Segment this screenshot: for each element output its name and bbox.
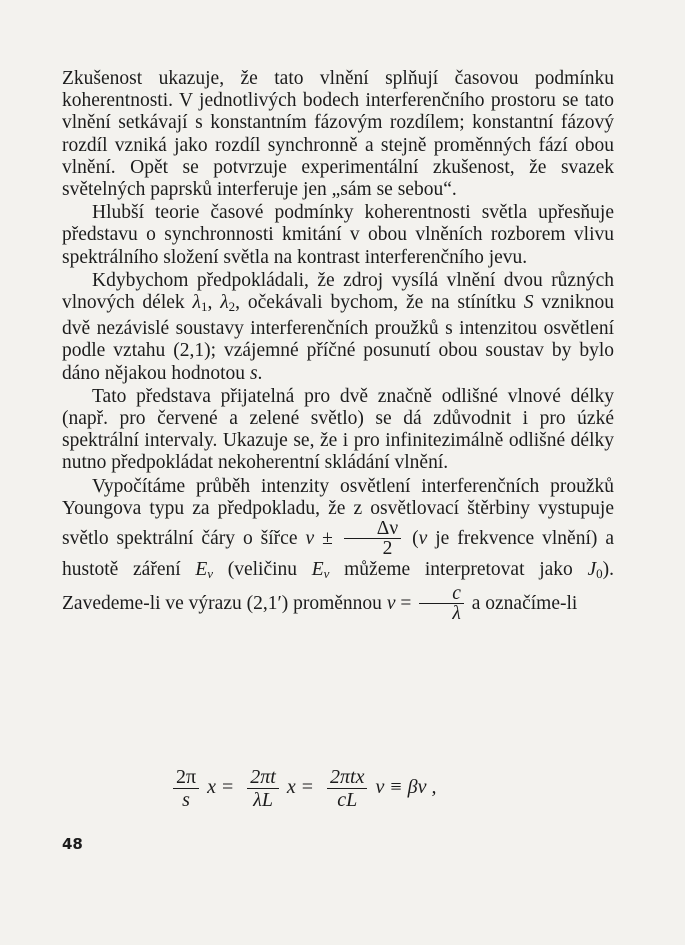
paragraph-5: Vypočítáme průběh intenzity osvětlení interferenčních proužků Youngova typu za předpokladu, že z osvětlovací štěrbiny vystupuje světlo spektrální čáry o šířce ν ± $\frac{\Delta\nu}{2}$ (ν je frekvence vlnění) a hustotě záření $E_\nu$ (veličinu $E_\nu$ můžeme interpretovat jako $J_0$). Zavedeme-li ve výrazu (2,1′) proměnnou ν = $\frac{c}{\lambda}$ a označíme-li	[62, 475, 615, 625]
paragraph-1: Zkušenost ukazuje, že tato vlnění splňují časovou podmínku koherentnosti. V jednotlivých bodech interferenčního prostoru se tato vlnění setkávají s konstantním fázovým rozdílem; konstantní fázový rozdíl vzniká jako rozdíl synchronně a stejně proměnných fází obou vlnění. Opět se potvrzuje experimentální zkušenost, že svazek světelných paprsků interferuje jen „sám se sebou“.	[62, 68, 614, 201]
fraction-delta-nu: $\frac{\Delta\nu}{2}$	[344, 520, 401, 559]
fraction-2pit-lambdaL: $\frac{2\pi t}{\lambda L}$	[247, 766, 279, 811]
page-number: 48	[62, 835, 83, 853]
fraction-2pi-s: $\frac{2\pi}{s}$	[173, 766, 199, 811]
paragraph-2: Hlubší teorie časové podmínky koherentnosti světla upřesňuje představu o synchronnosti kmitání v obou vlněních rozborem vlivu spektrálního složení světla na kontrast interferenčního jevu.	[62, 202, 614, 268]
paragraph-4: Tato představa přijatelná pro dvě značně odlišné vlnové délky (např. pro červené a zelené světlo) se dá zdůvodnit i pro úzké spektrální intervaly. Ukazuje se, že i pro infinitezimálně odlišné délky nutno předpokládat nekoherentní skládání vlnění.	[62, 385, 614, 474]
fraction-2pitx-cL: $\frac{\text{2πtx}}{cL}$	[327, 766, 367, 811]
paragraph-3: Kdybychom předpokládali, že zdroj vysílá vlnění dvou různých vlnových délek $\lambda_1$, $\lambda_2$, očekávali bychom, že na stínítku S vzniknou dvě nezávislé soustavy interferenčních proužků s intenzitou osvětlení podle vztahu (2,1); vzájemné příčné posunutí obou soustav by bylo dáno nějakou hodnotou s.	[62, 269, 614, 384]
equation: $\frac{2\pi}{s}$ x = $\frac{2\pi t}{\lambda L}$ x = $\frac{\text{2πtx}}{cL}$ ν ≡ βν ,	[170, 766, 437, 811]
fraction-c-lambda: $\frac{c}{\lambda}$	[419, 585, 464, 624]
page-text	[62, 68, 614, 625]
